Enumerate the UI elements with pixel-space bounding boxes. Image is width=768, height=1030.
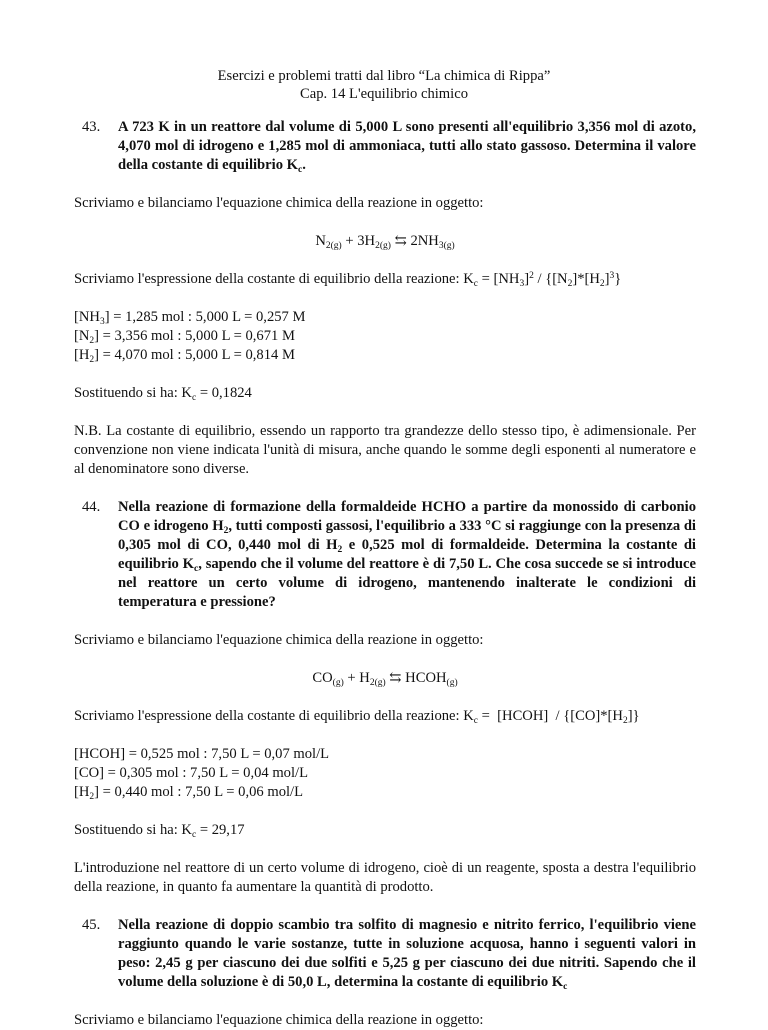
problem-43-conc-n2: $[N_2] = 3,356$ mol : 5,000 L = 0,671 M bbox=[74, 328, 295, 346]
problem-43-intro: Scriviamo e bilanciamo l'equazione chimica della reazione in oggetto: bbox=[74, 195, 484, 211]
problem-44-conclusion: L'introduzione nel reattore di un certo volume di idrogeno, cioè di un reagente, sposta a destra l'equilibrio della reazione, in quanto fa aumentare la quantità di prodotto. bbox=[74, 860, 696, 895]
problem-44-conc-hcoh: [HCOH] = 0,525 mol : 7,50 L = 0,07 mol/L bbox=[74, 746, 330, 762]
problem-44-conc-co: [CO] = 0,305 mol : 7,50 L = 0,04 mol/L bbox=[74, 765, 309, 781]
document-body bbox=[74, 118, 696, 1030]
problem-44-statement: 44. Nella reazione di formazione della formaldeide HCHO a partire da monossido di carbonio CO e idrogeno $H_2$, tutti composti gassosi, l'equilibrio a 333 °C si raggiunge con la presenza di 0,305 mol di CO, 0,440 mol di $H_2$ e 0,525 mol di formaldeide. Determina la costante di equilibrio $K_c$, sapendo che il volume del reattore è di 7,50 L. Che cosa succede se si introduce nel reattore un certo volume di idrogeno, mantenendo inalterate le condizioni di temperatura e pressione? bbox=[82, 499, 696, 610]
problem-number: 44. bbox=[82, 499, 101, 515]
header-chapter: Cap. 14 L'equilibrio chimico bbox=[300, 86, 468, 102]
problem-44-kc-expression: Scriviamo l'espressione della costante di equilibrio della reazione: $K_c$ = [HCOH] / $\{[CO]*[H_2]\}$ bbox=[74, 708, 640, 726]
problem-43-result: Sostituendo si ha: $K_c = 0,1824$ bbox=[74, 385, 252, 403]
problem-43-note: N.B. La costante di equilibrio, essendo un rapporto tra grandezze dello stesso tipo, è adimensionale. Per convenzione non viene indicata l'unità di misura, anche quando le somme degli esponenti al numeratore e al denominatore sono diverse. bbox=[74, 423, 696, 477]
problem-43-conc-h2: $[H_2] = 4,070$ mol : 5,000 L = 0,814 M bbox=[74, 347, 295, 365]
problem-44-conc-h2: $[H_2] = 0,440$ mol : 7,50 L = 0,06 mol/L bbox=[74, 784, 304, 802]
problem-43-conc-nh3: $[NH_3] = 1,285$ mol : 5,000 L = 0,257 M bbox=[74, 309, 306, 327]
problem-44-result: Sostituendo si ha: $K_c = 29,17$ bbox=[74, 822, 245, 840]
problem-44-equation: $CO_{(g)} + H_{2(g)}$ ⇆ $HCOH_{(g)}$ bbox=[312, 670, 458, 688]
problem-45-statement: 45. Nella reazione di doppio scambio tra solfito di magnesio e nitrito ferrico, l'equilibrio viene raggiunto quando le varie sostanze, tutte in soluzione acquosa, hanno i seguenti valori in peso: 2,45 g per ciascuno dei due solfiti e 5,25 g per ciascuno dei due nitriti. Sapendo che il volume della soluzione è di 50,0 L, determina la costante di equilibrio $K_c$ bbox=[82, 917, 696, 992]
problem-number: 45. bbox=[82, 917, 101, 933]
problem-44-intro: Scriviamo e bilanciamo l'equazione chimica della reazione in oggetto: bbox=[74, 632, 484, 648]
problem-43-equation: $N_{2(g)} + 3H_{2(g)}$ ⇆ $2NH_{3(g)}$ bbox=[315, 233, 455, 251]
problem-43-statement: 43. A 723 K in un reattore dal volume di 5,000 L sono presenti all'equilibrio 3,356 mol di azoto, 4,070 mol di idrogeno e 1,285 mol di ammoniaca, tutti allo stato gassoso. Determina il valore della costante di equilibrio $K_c$. bbox=[82, 119, 696, 175]
problem-number: 43. bbox=[82, 119, 101, 135]
problem-43-kc-expression: Scriviamo l'espressione della costante di equilibrio della reazione: $K_c = [NH_3]^2 / \{[N_2]*[H_2]^3\}$ bbox=[74, 271, 622, 289]
problem-45-intro: Scriviamo e bilanciamo l'equazione chimica della reazione in oggetto: bbox=[74, 1012, 484, 1028]
header-book-title: Esercizi e problemi tratti dal libro “La chimica di Rippa” bbox=[217, 68, 551, 84]
document-header bbox=[0, 67, 768, 103]
